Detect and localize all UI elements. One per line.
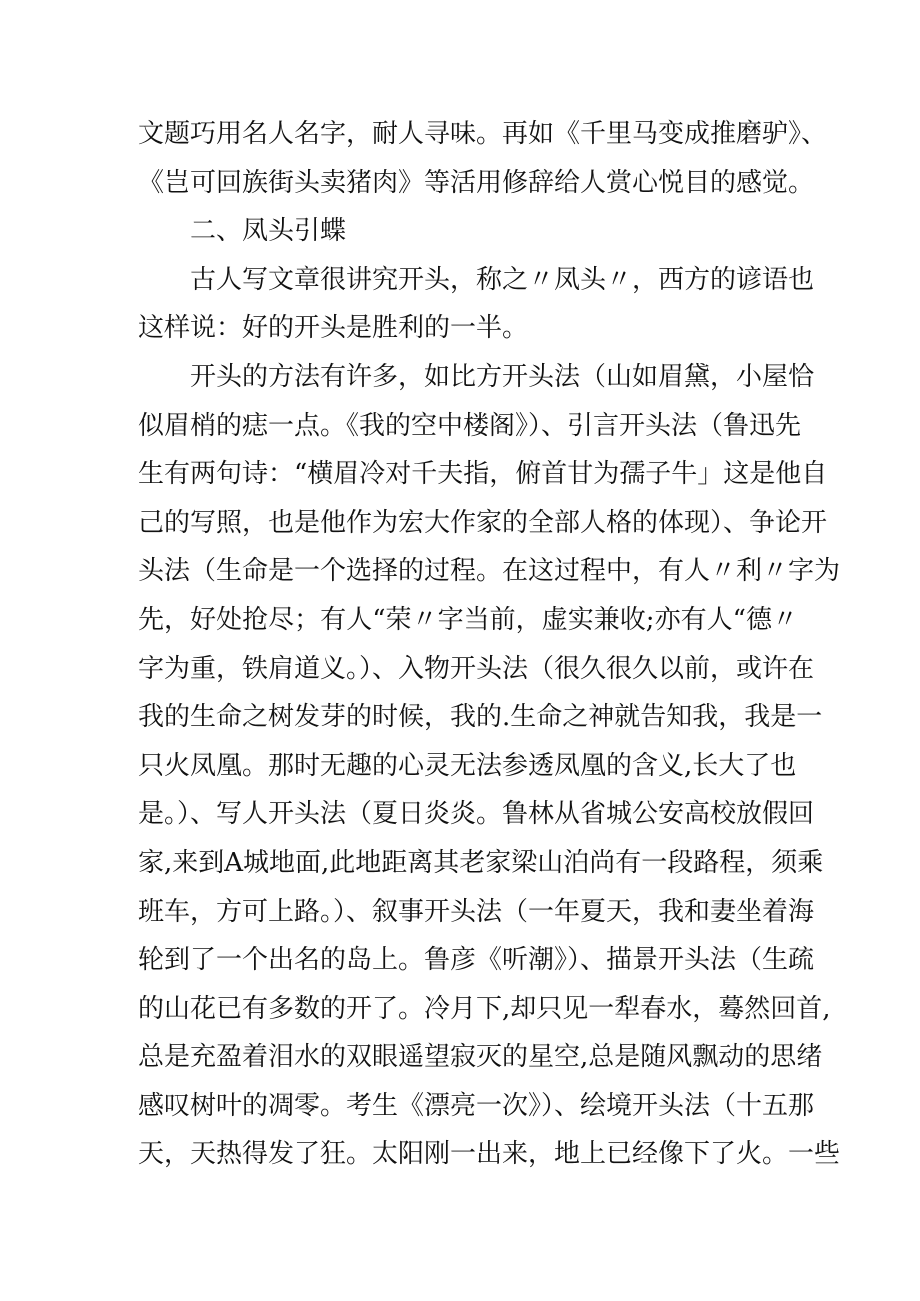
text-line: 轮到了一个出名的岛上。鲁彦《听潮》）、描景开头法（生疏: [138, 945, 815, 976]
text-line: 生有两句诗：“横眉冷对千夫指，俯首甘为孺子牛」这是他自: [138, 459, 828, 490]
text-line: 班车，方可上路。）、叙事开头法（一年夏天，我和妻坐着海: [138, 896, 815, 927]
text-line: 似眉梢的痣一点。《我的空中楼阁》）、引言开头法（鲁迅先: [138, 410, 802, 441]
text-line: 感叹树叶的凋零。考生《漂亮一次》）、绘境开头法（十五那: [138, 1090, 815, 1121]
text-line: 古人写文章很讲究开头，称之〃凤头〃，西方的谚语也: [190, 264, 815, 295]
text-line: 家,来到A城地面,此地距离其老家梁山泊尚有一段路程，须乘: [138, 847, 824, 878]
text-line: 是。）、写人开头法（夏日炎炎。鲁林从省城公安高校放假回: [138, 799, 815, 830]
text-line: 字为重，铁肩道义。）、入物开头法（很久很久以前，或许在: [138, 653, 815, 684]
text-line: 己的写照，也是他作为宏大作家的全部人格的体现）、争论开: [138, 507, 828, 538]
text-line: 《岂可回族街头卖猪肉》等活用修辞给人赏心悦目的感觉。: [138, 167, 815, 198]
section-heading: 二、凤头引蝶: [190, 216, 347, 247]
text-line: 先，好处抢尽；有人“荣〃字当前，虚实兼收;亦有人“德〃: [138, 604, 798, 635]
text-line: 的山花已有多数的开了。冷月下,却只见一犁春水，蓦然回首,: [138, 993, 831, 1024]
text-line: 这样说：好的开头是胜利的一半。: [138, 313, 529, 344]
text-line: 只火凤凰。那时无趣的心灵无法参透凤凰的含义,长大了也: [138, 750, 797, 781]
text-line: 总是充盈着泪水的双眼遥望寂灭的星空,总是随风飘动的思绪: [138, 1042, 823, 1073]
text-line: 文题巧用名人名字，耐人寻味。再如《千里马变成推磨驴》、: [138, 119, 828, 149]
text-line: 我的生命之树发芽的时候，我的.生命之神就告知我，我是一: [138, 702, 823, 733]
text-line: 开头的方法有许多，如比方开头法（山如眉黛，小屋恰: [190, 361, 815, 392]
text-line: 天，天热得发了狂。太阳刚一出来，地上已经像下了火。一些: [138, 1139, 841, 1170]
body-text: [138, 110, 841, 1179]
text-line: 头法（生命是一个选择的过程。在这过程中，有人〃利〃字为: [138, 556, 841, 587]
